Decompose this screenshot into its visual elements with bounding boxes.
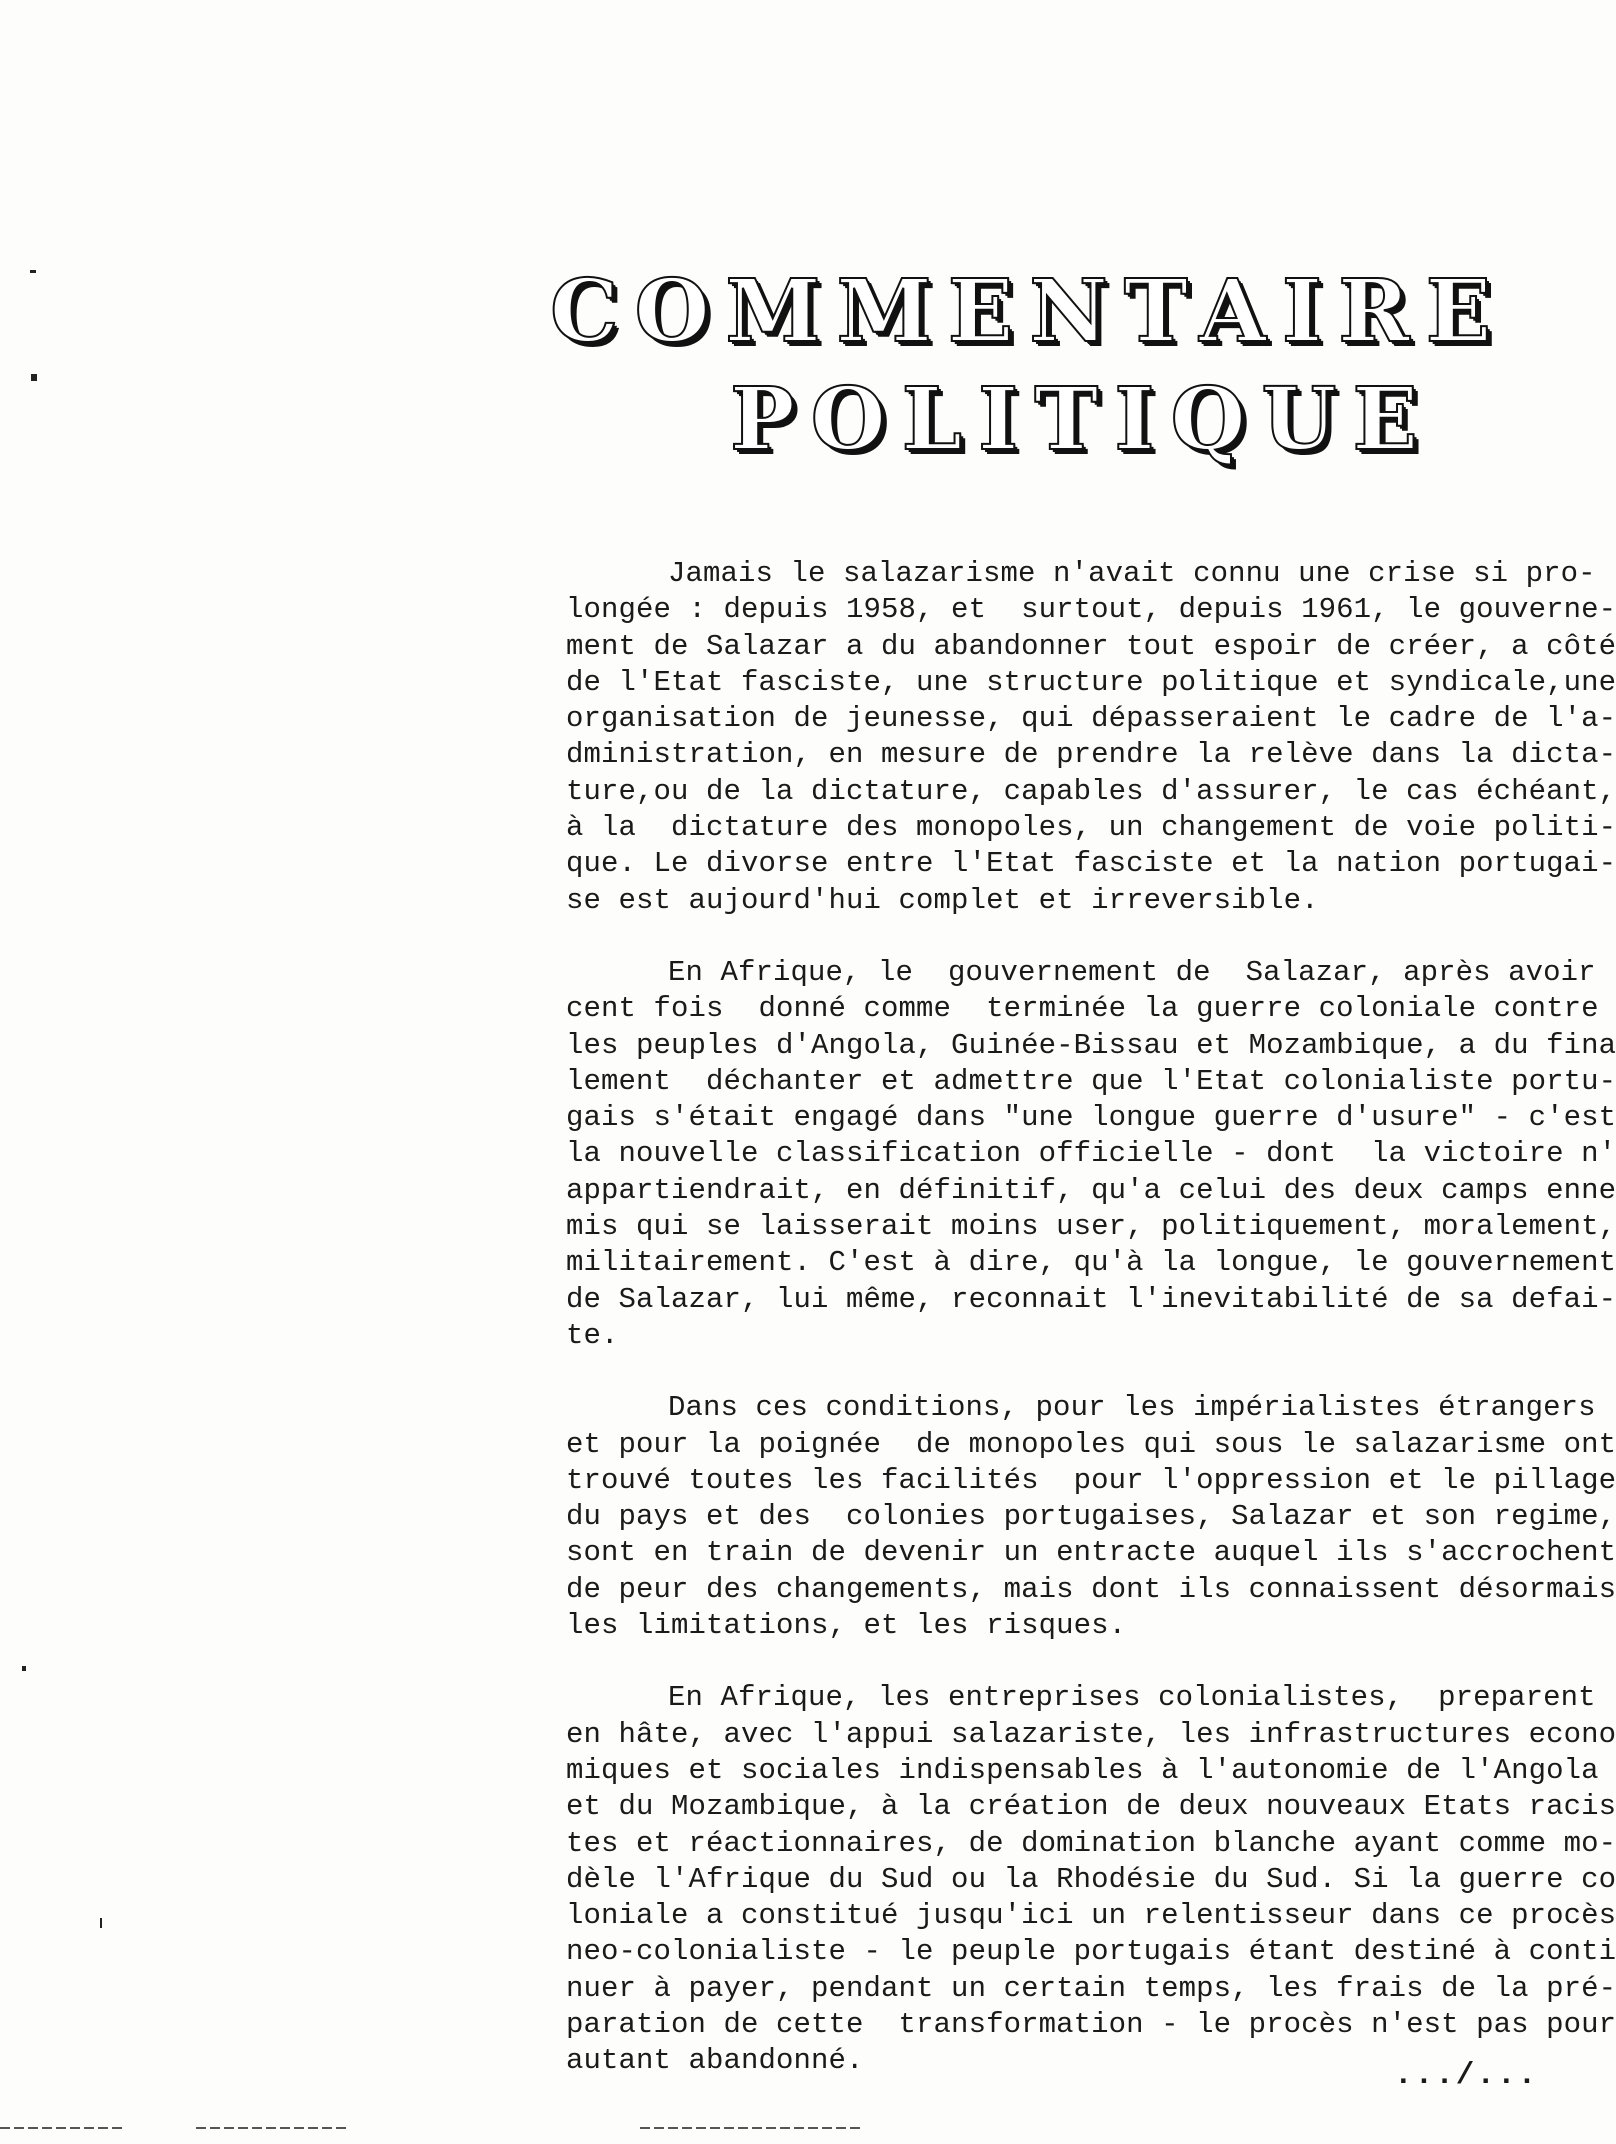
text-line: à la dictature des monopoles, un changement de voie politi-	[566, 811, 1616, 845]
margin-mark	[22, 1666, 26, 1671]
paragraph-2	[566, 955, 1616, 1354]
text-line: se est aujourd'hui complet et irreversible.	[566, 883, 1319, 917]
text-line: et pour la poignée de monopoles qui sous le salazarisme ont	[566, 1427, 1616, 1461]
text-line: Jamais le salazarisme n'avait connu une crise si pro-	[668, 557, 1596, 590]
text-line: organisation de jeunesse, qui dépasseraient le cadre de l'a-	[566, 702, 1616, 736]
text-line: loniale a constitué jusqu'ici un relentisseur dans ce procès	[566, 1899, 1616, 1933]
text-line: miques et sociales indispensables à l'autonomie de l'Angola	[566, 1753, 1599, 1787]
text-line: nuer à payer, pendant un certain temps, les frais de la pré-	[566, 1971, 1616, 2005]
text-line: trouvé toutes les facilités pour l'oppression et le pillage	[566, 1463, 1616, 1497]
continuation-marker: .../...	[1394, 2058, 1539, 2093]
text-line: gais s'était engagé dans "une longue guerre d'usure" - c'est	[566, 1101, 1616, 1135]
text-line: dministration, en mesure de prendre la relève dans la dicta-	[566, 738, 1616, 772]
text-line: les peuples d'Angola, Guinée-Bissau et Mozambique, a du fina	[566, 1028, 1616, 1062]
text-line: du pays et des colonies portugaises, Salazar et son regime,	[566, 1500, 1616, 1534]
text-line: sont en train de devenir un entracte auquel ils s'accrochent	[566, 1536, 1616, 1570]
margin-mark	[31, 374, 37, 381]
bottom-rule	[196, 2127, 346, 2129]
text-line: En Afrique, le gouvernement de Salazar, après avoir	[668, 955, 1596, 989]
text-line: la nouvelle classification officielle - dont la victoire n'	[566, 1137, 1616, 1171]
text-line: que. Le divorse entre l'Etat fasciste et la nation portugai-	[566, 847, 1616, 881]
paragraph-3	[566, 1390, 1616, 1644]
text-line: longée : depuis 1958, et surtout, depuis 1961, le gouverne-	[566, 593, 1616, 627]
text-line: de l'Etat fasciste, une structure politique et syndicale,une	[566, 665, 1616, 699]
text-line: paration de cette transformation - le procès n'est pas pour	[566, 2007, 1616, 2041]
text-line: neo-colonialiste - le peuple portugais étant destiné à conti	[566, 1935, 1616, 1969]
text-line: autant abandonné.	[566, 2044, 864, 2078]
text-line: dèle l'Afrique du Sud ou la Rhodésie du Sud. Si la guerre co	[566, 1862, 1616, 1896]
bottom-rule	[640, 2127, 860, 2129]
title-line-2: POLITIQUE	[730, 369, 1434, 470]
text-line: lement déchanter et admettre que l'Etat colonialiste portu-	[566, 1064, 1616, 1098]
text-line: ment de Salazar a du abandonner tout espoir de créer, a côté	[566, 629, 1616, 663]
text-line: cent fois donné comme terminée la guerre coloniale contre	[566, 992, 1599, 1026]
text-line: Dans ces conditions, pour les impérialistes étrangers	[668, 1391, 1596, 1425]
bottom-rule	[0, 2127, 124, 2129]
margin-mark	[30, 270, 36, 273]
text-line: ture,ou de la dictature, capables d'assurer, le cas échéant,	[566, 774, 1616, 808]
title-line-1: COMMENTAIRE	[550, 261, 1508, 362]
text-line: te.	[566, 1318, 619, 1352]
paragraph-4	[566, 1680, 1616, 2079]
text-line: En Afrique, les entreprises colonialistes, preparent	[668, 1681, 1596, 1715]
text-line: en hâte, avec l'appui salazariste, les infrastructures econo	[566, 1717, 1616, 1751]
text-line: tes et réactionnaires, de domination blanche ayant comme mo-	[566, 1826, 1616, 1860]
text-line: de peur des changements, mais dont ils connaissent désormais	[566, 1572, 1616, 1606]
text-line: et du Mozambique, à la création de deux nouveaux Etats racis	[566, 1790, 1616, 1824]
margin-mark	[100, 1918, 102, 1928]
paragraph-1	[566, 556, 1616, 919]
text-line: militairement. C'est à dire, qu'à la longue, le gouvernement	[566, 1246, 1616, 1280]
text-line: mis qui se laisserait moins user, politiquement, moralement,	[566, 1210, 1616, 1244]
text-line: appartiendrait, en définitif, qu'a celui des deux camps enne	[566, 1173, 1616, 1207]
text-line: de Salazar, lui même, reconnait l'inevitabilité de sa defai-	[566, 1282, 1616, 1316]
article-body	[566, 556, 1616, 2116]
text-line: les limitations, et les risques.	[566, 1609, 1127, 1643]
